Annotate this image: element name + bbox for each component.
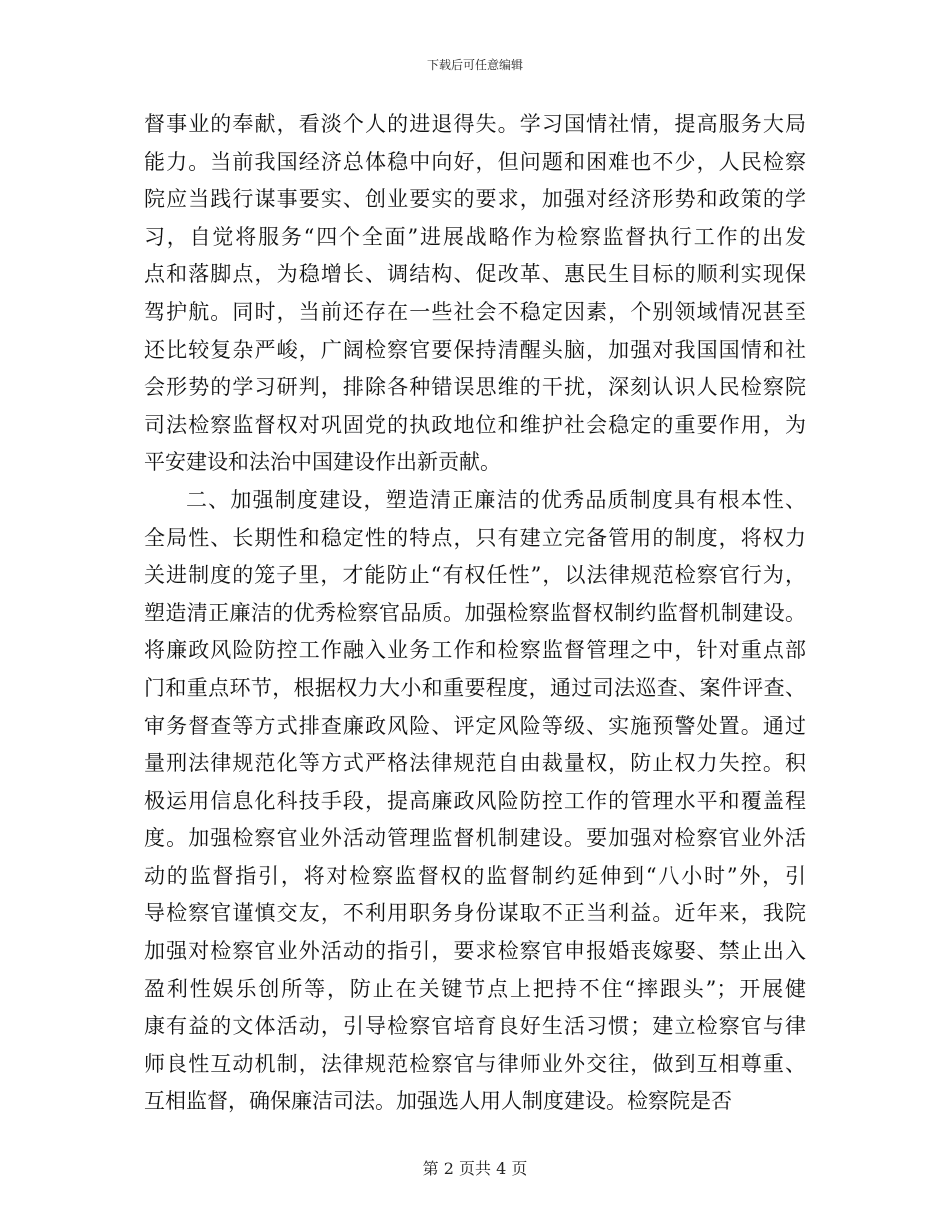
text-line: 导检察官谨慎交友，不利用职务身份谋取不正当利益。近年来，我院: [144, 901, 806, 926]
text-line: 盈利性娱乐创所等，防止在关键节点上把持不住“摔跟头”；开展健: [144, 976, 806, 1001]
text-line: 院应当践行谋事要实、创业要实的要求，加强对经济形势和政策的学: [144, 187, 806, 212]
text-line: 师良性互动机制，法律规范检察官与律师业外交往，做到互相尊重、: [144, 1051, 806, 1076]
text-line: 能力。当前我国经济总体稳中向好，但问题和困难也不少，人民检察: [144, 149, 806, 174]
text-line: 会形势的学习研判，排除各种错误思维的干扰，深刻认识人民检察院: [144, 375, 806, 400]
text-line: 审务督查等方式排查廉政风险、评定风险等级、实施预警处置。通过: [144, 713, 806, 738]
text-line: 全局性、长期性和稳定性的特点，只有建立完备管用的制度，将权力: [144, 525, 806, 550]
page-header: 下载后可任意编辑: [426, 58, 523, 72]
text-line: 关进制度的笼子里，才能防止“有权任性”，以法律规范检察官行为，: [144, 563, 806, 588]
text-line: 塑造清正廉洁的优秀检察官品质。加强检察监督权制约监督机制建设。: [144, 600, 806, 625]
text-line: 动的监督指引，将对检察监督权的监督制约延伸到“八小时”外，引: [144, 863, 806, 888]
text-line: 司法检察监督权对巩固党的执政地位和维护社会稳定的重要作用，为: [144, 412, 806, 437]
paragraph-end-line: 平安建设和法治中国建设作出新贡献。: [144, 450, 501, 475]
text-line: 度。加强检察官业外活动管理监督机制建设。要加强对检察官业外活: [144, 826, 806, 851]
document-body: [144, 106, 806, 1121]
text-line: 还比较复杂严峻，广阔检察官要保持清醒头脑，加强对我国国情和社: [144, 337, 806, 362]
text-line: 门和重点环节，根据权力大小和重要程度，通过司法巡查、案件评查、: [144, 675, 806, 700]
text-line: 极运用信息化科技手段，提高廉政风险防控工作的管理水平和覆盖程: [144, 788, 806, 813]
text-line: 互相监督，确保廉洁司法。加强选人用人制度建设。检察院是否: [144, 1089, 732, 1114]
text-line: 量刑法律规范化等方式严格法律规范自由裁量权，防止权力失控。积: [144, 751, 806, 776]
text-line: 驾护航。同时，当前还存在一些社会不稳定因素，个别领域情况甚至: [144, 299, 806, 324]
text-line: 督事业的奉献，看淡个人的进退得失。学习国情社情，提高服务大局: [144, 112, 806, 136]
text-line: 点和落脚点，为稳增长、调结构、促改革、惠民生目标的顺利实现保: [144, 262, 806, 287]
text-line: 康有益的文体活动，引导检察官培育良好生活习惯；建立检察官与律: [144, 1014, 806, 1039]
section-heading-line: 二、加强制度建设，塑造清正廉洁的优秀品质制度具有根本性、: [186, 487, 806, 512]
text-line: 习，自觉将服务“四个全面”进展战略作为检察监督执行工作的出发: [144, 224, 806, 249]
text-line: 加强对检察官业外活动的指引，要求检察官申报婚丧嫁娶、禁止出入: [144, 939, 806, 964]
text-line: 将廉政风险防控工作融入业务工作和检察监督管理之中，针对重点部: [144, 638, 806, 663]
page-number: 第 2 页共 4 页: [422, 1159, 528, 1178]
